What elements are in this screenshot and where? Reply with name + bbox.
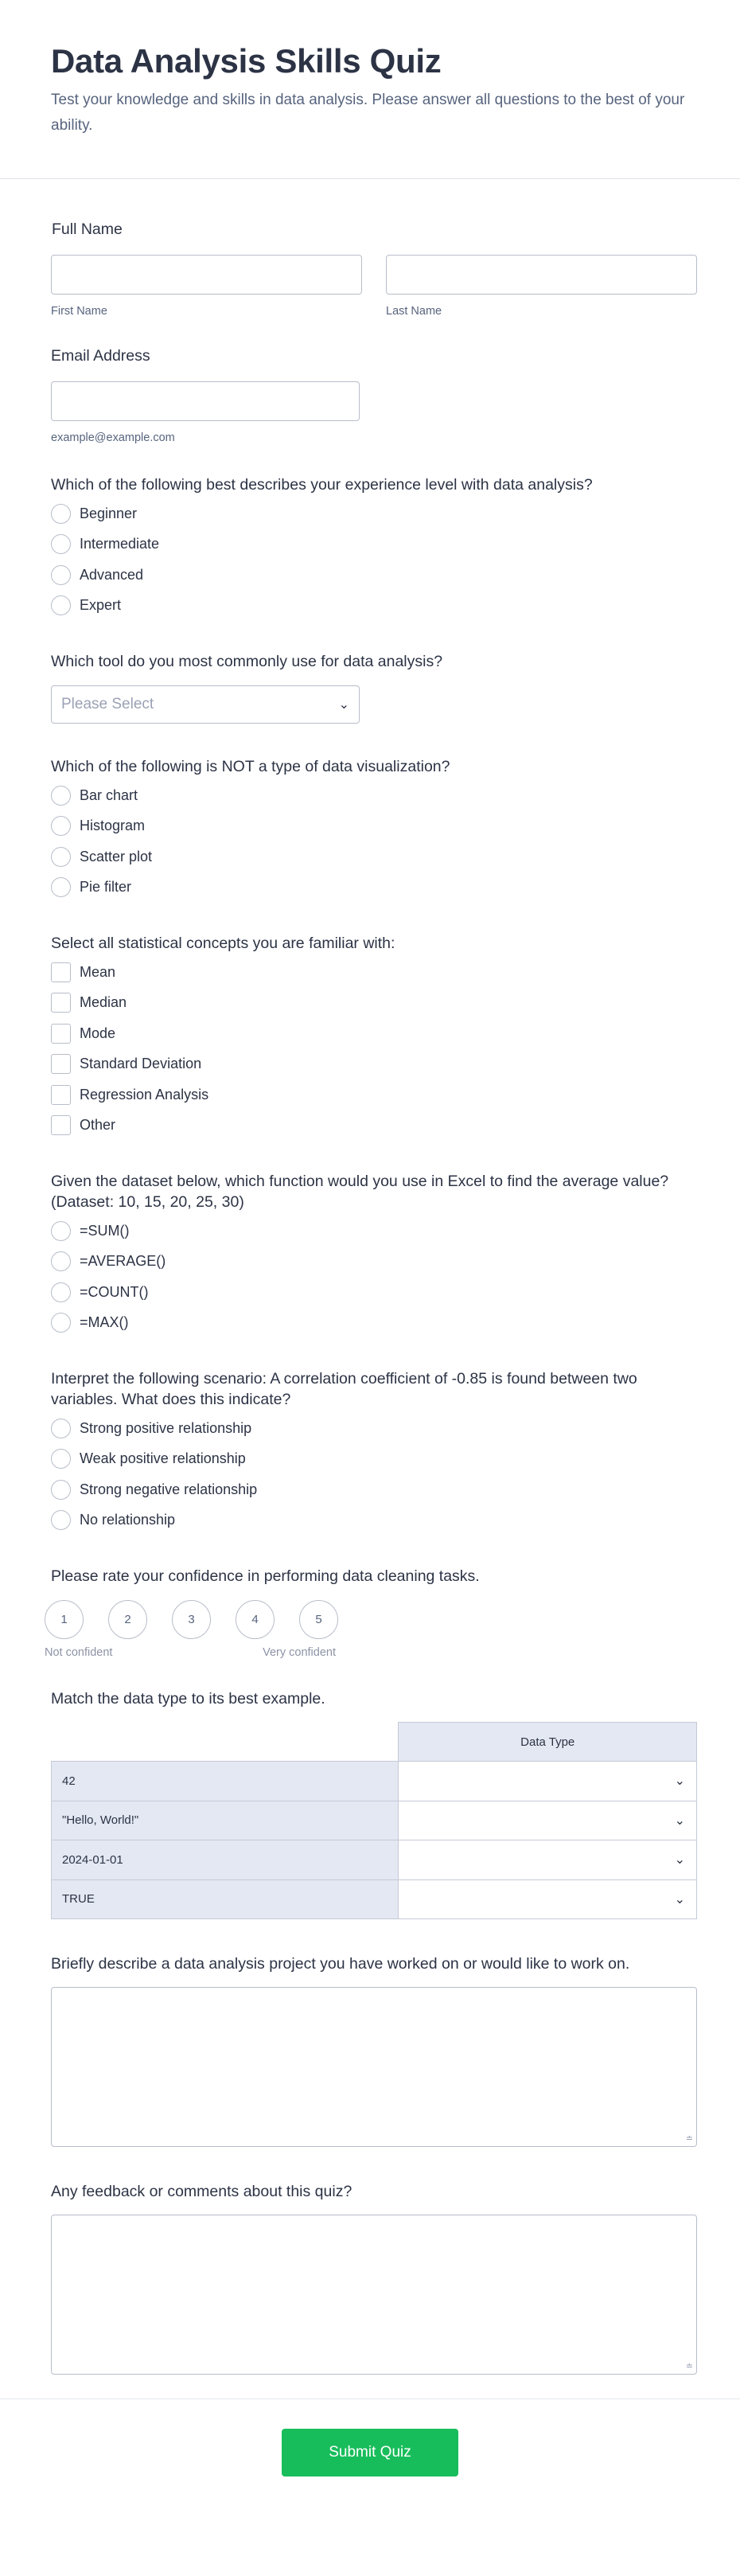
option-label: Intermediate xyxy=(80,536,160,552)
radio-button[interactable] xyxy=(51,786,71,806)
tool-question xyxy=(51,651,697,724)
checkbox[interactable] xyxy=(51,962,71,982)
radio-button[interactable] xyxy=(51,595,71,615)
correlation-option[interactable] xyxy=(51,1474,697,1505)
option-label: No relationship xyxy=(80,1512,176,1528)
option-label: Scatter plot xyxy=(80,848,153,865)
excel-option[interactable] xyxy=(51,1216,697,1247)
tool-label: Which tool do you most commonly use for data analysis? xyxy=(51,653,443,670)
scale-option[interactable]: 2 xyxy=(108,1600,147,1639)
form-header xyxy=(0,0,740,179)
concept-option[interactable] xyxy=(51,957,697,988)
radio-button[interactable] xyxy=(51,816,71,836)
radio-button[interactable] xyxy=(51,1449,71,1469)
experience-option[interactable] xyxy=(51,529,697,560)
radio-button[interactable] xyxy=(51,534,71,554)
excel-question xyxy=(51,1171,697,1338)
radio-button[interactable] xyxy=(51,1282,71,1302)
matrix-dropdown[interactable] xyxy=(399,1801,697,1840)
option-label: Standard Deviation xyxy=(80,1056,202,1072)
option-label: Mean xyxy=(80,963,116,980)
excel-option[interactable] xyxy=(51,1277,697,1308)
radio-button[interactable] xyxy=(51,1251,71,1271)
checkbox[interactable] xyxy=(51,1115,71,1135)
visualization-label: Which of the following is NOT a type of data visualization? xyxy=(51,758,450,775)
radio-button[interactable] xyxy=(51,504,71,524)
option-label: Mode xyxy=(80,1025,116,1041)
first-name-input[interactable] xyxy=(51,255,362,295)
tool-select[interactable] xyxy=(51,685,360,724)
concept-option[interactable] xyxy=(51,1079,697,1110)
feedback-textarea[interactable] xyxy=(51,2215,697,2375)
radio-button[interactable] xyxy=(51,1510,71,1530)
matrix-row-label: 2024-01-01 xyxy=(52,1840,399,1880)
option-label: Bar chart xyxy=(80,786,138,803)
matrix-row-label: TRUE xyxy=(52,1879,399,1919)
resize-grip-icon[interactable]: ≐ xyxy=(685,2362,693,2371)
visualization-option[interactable] xyxy=(51,872,697,904)
matrix-row-label: "Hello, World!" xyxy=(52,1801,399,1840)
concepts-question xyxy=(51,933,697,1141)
option-label: Expert xyxy=(80,597,122,614)
submit-button[interactable]: Submit Quiz xyxy=(282,2429,458,2476)
project-textarea[interactable] xyxy=(51,1987,697,2147)
option-label: =SUM() xyxy=(80,1222,130,1239)
experience-option[interactable] xyxy=(51,560,697,591)
confidence-scale xyxy=(45,1600,697,1639)
chevron-down-icon: ⌄ xyxy=(674,1853,685,1868)
concepts-label: Select all statistical concepts you are familiar with: xyxy=(51,935,395,952)
matrix-dropdown[interactable] xyxy=(399,1879,697,1919)
option-label: =MAX() xyxy=(80,1314,129,1331)
email-question xyxy=(51,345,697,444)
radio-button[interactable] xyxy=(51,565,71,585)
radio-button[interactable] xyxy=(51,1419,71,1438)
scale-labels xyxy=(45,1646,336,1659)
experience-option[interactable] xyxy=(51,498,697,529)
correlation-option[interactable] xyxy=(51,1444,697,1475)
radio-button[interactable] xyxy=(51,1221,71,1241)
chevron-down-icon: ⌄ xyxy=(674,1774,685,1789)
radio-button[interactable] xyxy=(51,1480,71,1500)
correlation-label: Interpret the following scenario: A correlation coefficient of -0.85 is found between two variables. What does this indicate? xyxy=(51,1370,637,1408)
visualization-option[interactable] xyxy=(51,841,697,872)
scale-option[interactable]: 5 xyxy=(299,1600,338,1639)
excel-option[interactable] xyxy=(51,1247,697,1278)
visualization-option[interactable] xyxy=(51,780,697,811)
checkbox[interactable] xyxy=(51,993,71,1013)
scale-option[interactable]: 4 xyxy=(236,1600,275,1639)
chevron-down-icon: ⌄ xyxy=(674,1892,685,1907)
first-name-sublabel: First Name xyxy=(51,305,107,318)
last-name-sublabel: Last Name xyxy=(386,305,442,318)
confidence-question xyxy=(45,1566,697,1659)
full-name-question xyxy=(51,219,697,318)
concept-option[interactable] xyxy=(51,1018,697,1049)
project-label: Briefly describe a data analysis project you have worked on or would like to work on. xyxy=(51,1955,630,1973)
excel-label: Given the dataset below, which function would you use in Excel to find the average value? (Dataset: 10, 15, 20, 25, 30) xyxy=(51,1173,669,1211)
visualization-question xyxy=(51,756,697,903)
option-label: Advanced xyxy=(80,566,144,583)
experience-label: Which of the following best describes your experience level with data analysis? xyxy=(51,476,593,494)
concept-option[interactable] xyxy=(51,1110,697,1142)
option-label: Median xyxy=(80,994,127,1011)
option-label: Pie filter xyxy=(80,879,132,896)
option-label: =COUNT() xyxy=(80,1283,149,1300)
matrix-dropdown[interactable] xyxy=(399,1840,697,1880)
email-sublabel: example@example.com xyxy=(51,431,175,444)
email-label: Email Address xyxy=(51,347,150,365)
visualization-option[interactable] xyxy=(51,811,697,842)
scale-low-label: Not confident xyxy=(45,1646,113,1659)
matrix-corner xyxy=(52,1723,399,1762)
checkbox[interactable] xyxy=(51,1024,71,1044)
match-matrix xyxy=(51,1722,697,1919)
match-question xyxy=(51,1688,697,1919)
option-label: Beginner xyxy=(80,505,138,521)
option-label: Weak positive relationship xyxy=(80,1450,246,1467)
match-label: Match the data type to its best example. xyxy=(51,1690,325,1708)
page-description: Test your knowledge and skills in data analysis. Please answer all questions to the best of your ability. xyxy=(51,92,685,134)
scale-option[interactable]: 3 xyxy=(172,1600,211,1639)
confidence-label: Please rate your confidence in performing data cleaning tasks. xyxy=(51,1567,480,1585)
option-label: Regression Analysis xyxy=(80,1086,209,1103)
option-label: Strong positive relationship xyxy=(80,1419,252,1436)
correlation-option[interactable] xyxy=(51,1413,697,1444)
feedback-question xyxy=(51,2181,697,2375)
scale-option[interactable]: 1 xyxy=(45,1600,84,1639)
checkbox[interactable] xyxy=(51,1085,71,1105)
excel-option[interactable] xyxy=(51,1308,697,1339)
concept-option[interactable] xyxy=(51,1049,697,1080)
radio-button[interactable] xyxy=(51,1313,71,1333)
tool-select-placeholder: Please Select xyxy=(61,696,154,712)
concept-option[interactable] xyxy=(51,988,697,1019)
experience-question xyxy=(51,474,697,621)
form-footer xyxy=(0,2398,740,2476)
quiz-form xyxy=(0,219,740,2375)
email-input[interactable] xyxy=(51,381,360,421)
radio-button[interactable] xyxy=(51,877,71,897)
chevron-down-icon: ⌄ xyxy=(338,698,349,712)
project-question xyxy=(51,1953,697,2147)
page-title: Data Analysis Skills Quiz xyxy=(51,42,442,80)
scale-high-label: Very confident xyxy=(263,1646,336,1659)
matrix-dropdown[interactable] xyxy=(399,1762,697,1801)
experience-option[interactable] xyxy=(51,591,697,622)
option-label: =AVERAGE() xyxy=(80,1253,166,1270)
radio-button[interactable] xyxy=(51,847,71,867)
option-label: Histogram xyxy=(80,818,146,834)
option-label: Strong negative relationship xyxy=(80,1481,258,1497)
correlation-option[interactable] xyxy=(51,1505,697,1536)
last-name-input[interactable] xyxy=(386,255,697,295)
correlation-question xyxy=(51,1368,697,1536)
resize-grip-icon[interactable]: ≐ xyxy=(685,2134,693,2144)
feedback-label: Any feedback or comments about this quiz? xyxy=(51,2183,352,2200)
full-name-label: Full Name xyxy=(52,221,123,238)
matrix-column-header: Data Type xyxy=(399,1723,697,1762)
matrix-row-label: 42 xyxy=(52,1762,399,1801)
option-label: Other xyxy=(80,1117,116,1134)
checkbox[interactable] xyxy=(51,1054,71,1074)
chevron-down-icon: ⌄ xyxy=(674,1813,685,1828)
